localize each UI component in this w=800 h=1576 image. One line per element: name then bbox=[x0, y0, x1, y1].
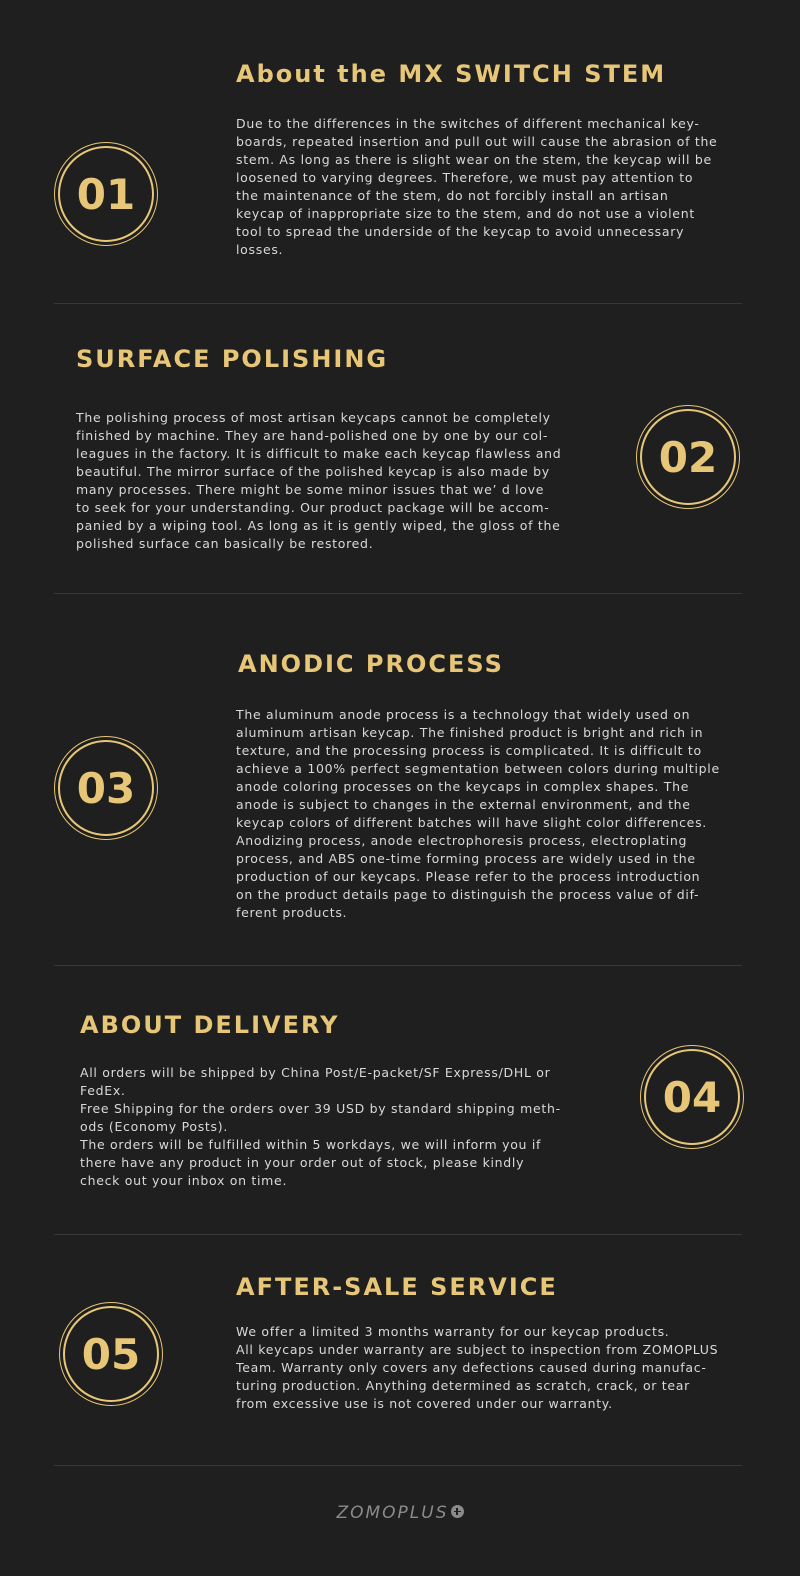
logo-text: ZOMOPLUS bbox=[336, 1503, 449, 1523]
section-paragraph: The orders will be fulfilled within 5 workdays, we will inform you if there have any product in your order out of stock, please kindly check out your inbox on time. bbox=[80, 1137, 542, 1188]
section-title: AFTER-SALE SERVICE bbox=[236, 1273, 558, 1301]
section-body bbox=[236, 706, 720, 922]
number-badge bbox=[640, 1045, 744, 1149]
section-paragraph: Free Shipping for the orders over 39 USD by standard shipping meth-ods (Economy Posts). bbox=[80, 1101, 561, 1134]
circle-plus-icon bbox=[451, 1505, 464, 1518]
section-body bbox=[76, 409, 562, 553]
number-badge bbox=[59, 1302, 163, 1406]
badge-number: 02 bbox=[658, 432, 718, 482]
badge-number: 01 bbox=[76, 169, 136, 219]
section-paragraph: We offer a limited 3 months warranty for our keycap products. bbox=[236, 1324, 670, 1339]
section-title: About the MX SWITCH STEM bbox=[236, 60, 667, 88]
zomoplus-logo bbox=[0, 1503, 800, 1523]
section-title: ABOUT DELIVERY bbox=[80, 1011, 340, 1039]
section-paragraph: The polishing process of most artisan keycaps cannot be completely finished by machine. They are hand-polished one by one by our col-leagues in the factory. It is difficult to make each keycap flawless and beautiful. The mirror surface of the polished keycap is also made by many processes. There might be some minor issues that we’ d love to seek for your understanding. Our product package will be accom-panied by a wiping tool. As long as it is gently wiped, the gloss of the polished surface can basically be restored. bbox=[76, 410, 562, 551]
section-paragraph: All orders will be shipped by China Post/E-packet/SF Express/DHL or FedEx. bbox=[80, 1065, 551, 1098]
section-body bbox=[80, 1064, 562, 1190]
number-badge bbox=[636, 405, 740, 509]
section-divider bbox=[54, 593, 742, 594]
section-paragraph: All keycaps under warranty are subject to inspection from ZOMOPLUS Team. Warranty only covers any defections caused during manufac-turing production. Anything determined as scratch, crack, or tear from excessive use is not covered under our warranty. bbox=[236, 1342, 719, 1411]
badge-number: 03 bbox=[76, 763, 136, 813]
section-body bbox=[236, 115, 718, 259]
section-divider bbox=[54, 1465, 742, 1466]
section-title: SURFACE POLISHING bbox=[76, 345, 389, 373]
section-divider bbox=[54, 965, 742, 966]
section-divider bbox=[54, 303, 742, 304]
section-divider bbox=[54, 1234, 742, 1235]
section-paragraph: The aluminum anode process is a technology that widely used on aluminum artisan keycap. The finished product is bright and rich in texture, and the processing process is complicated. It is difficult to achieve a 100% perfect segmentation between colors during multiple anode coloring processes on the keycaps in complex shapes. The anode is subject to changes in the external environment, and the keycap colors of different batches will have slight color differences. Anodizing process, anode electrophoresis process, electroplating process, and ABS one-time forming process are widely used in the production of our keycaps. Please refer to the process introduction on the product details page to distinguish the process value of dif-ferent products. bbox=[236, 707, 720, 920]
badge-number: 04 bbox=[662, 1072, 722, 1122]
section-title: ANODIC PROCESS bbox=[238, 650, 504, 678]
badge-number: 05 bbox=[81, 1329, 141, 1379]
number-badge bbox=[54, 142, 158, 246]
number-badge bbox=[54, 736, 158, 840]
section-body bbox=[236, 1323, 720, 1413]
section-paragraph: Due to the differences in the switches of different mechanical key-boards, repeated insertion and pull out will cause the abrasion of the stem. As long as there is slight wear on the stem, the keycap will be loosened to varying degrees. Therefore, we must pay attention to the maintenance of the stem, do not forcibly install an artisan keycap of inappropriate size to the stem, and do not use a violent tool to spread the underside of the keycap to avoid unnecessary losses. bbox=[236, 116, 718, 257]
